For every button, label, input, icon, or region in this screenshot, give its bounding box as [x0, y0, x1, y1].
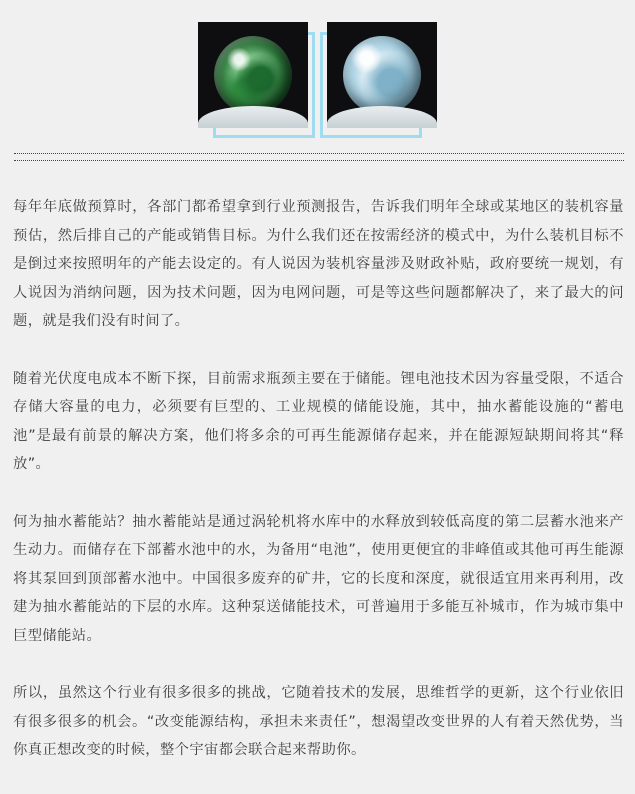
dotted-divider — [14, 160, 624, 161]
paragraph-pumped-storage: 何为抽水蓄能站？抽水蓄能站是通过涡轮机将水库中的水释放到较低高度的第二层蓄水池来产生动力。而储存在下部蓄水池中的水，为备用“电池”，使用更便宜的非峰值或其他可再生能源将其泵回到顶部蓄水池中。中国很多废弃的矿井，它的长度和深度，就很适宜用来再利用，改建为抽水蓄能站的下层的水库。这种泵送储能技术，可普遍用于多能互补城市，作为城市集中巨型储能站。 — [13, 513, 624, 644]
green-crystal-globe-image — [198, 22, 308, 128]
blue-globe — [343, 36, 421, 114]
paragraph-budget-forecast: 每年年底做预算时，各部门都希望拿到行业预测报告，告诉我们明年全球或某地区的装机容量预估，然后排自己的产能或销售目标。为什么我们还在按需经济的模式中，为什么装机目标不是倒过来按照明年的产能去设定的。有人说因为装机容量涉及财政补贴，政府要统一规划，有人说因为消纳问题，因为技术问题，因为电网问题，可是等这些问题都解决了，来了最大的问题，就是我们没有时间了。 — [13, 199, 624, 329]
header-images — [0, 22, 635, 142]
paragraph-energy-storage: 随着光伏度电成本不断下探，目前需求瓶颈主要在于储能。锂电池技术因为容量受限，不适合存储大容量的电力，必须要有巨型的、工业规模的储能设施，其中，抽水蓄能设施的“蓄电池”是最有前景的解决方案，他们将多余的可再生能源储存起来，并在能源短缺期间将其“释放”。 — [13, 370, 624, 472]
paragraph-conclusion: 所以，虽然这个行业有很多很多的挑战，它随着技术的发展，思维哲学的更新，这个行业依旧有很多很多的机会。“改变能源结构，承担未来责任”，想渴望改变世界的人有着天然优势，当你真正想改变的时候，整个宇宙都会联合起来帮助你。 — [13, 685, 624, 758]
article-body — [13, 193, 624, 794]
blue-crystal-globe-image — [327, 22, 437, 128]
snow-base — [198, 106, 308, 128]
dotted-divider — [14, 153, 624, 154]
green-globe — [214, 36, 292, 114]
snow-base — [327, 106, 437, 128]
